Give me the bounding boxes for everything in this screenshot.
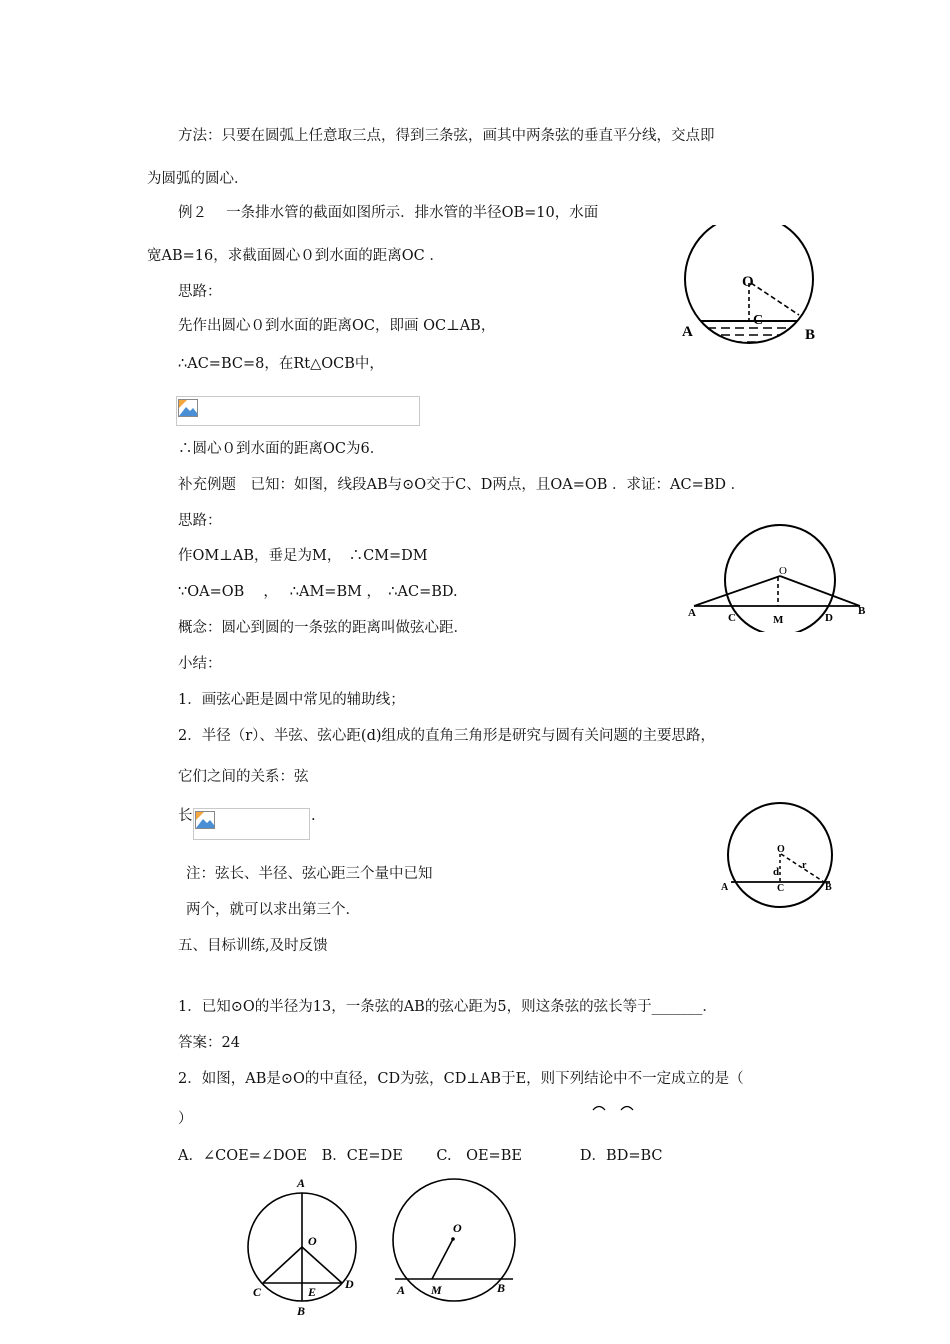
exercise-1-answer: 答案：24 (178, 1035, 240, 1051)
concept-text: 概念：圆心到圆的一条弦的距离叫做弦心距． (178, 620, 468, 636)
label-b: B (297, 1304, 306, 1318)
summary-label: 小结： (178, 656, 222, 672)
chord-length-prefix: 长 (178, 808, 193, 824)
proof-step-2: ∵OA=OB ， ∴AM=BM ， ∴AC=BD. (178, 584, 458, 600)
conclusion-text: ∴圆心０到水面的距离OC为6． (178, 441, 385, 457)
arc-mark-icon (590, 1100, 640, 1114)
summary-item-1: 1．画弦心距是圆中常见的辅助线； (178, 692, 405, 708)
label-a: A (688, 607, 696, 619)
label-o: O (779, 565, 787, 577)
label-e: E (308, 1285, 317, 1299)
label-b: B (825, 882, 832, 893)
example2-text-cont: 宽AB=16，求截面圆心０到水面的距离OC ． (147, 248, 444, 264)
chord-segment-figure (684, 520, 869, 632)
chord-om-figure (386, 1172, 526, 1302)
method-text: 方法：只要在圆弧上任意取三点，得到三条弦，画其中两条弦的垂直平分线，交点即 (178, 128, 715, 144)
label-c: C (253, 1285, 262, 1299)
label-c: C (728, 612, 736, 624)
summary-item-2: 2．半径（r）、半弦、弦心距(d)组成的直角三角形是研究与圆有关问题的主要思路， (178, 728, 715, 744)
label-d: d (773, 866, 780, 878)
label-r: r (802, 860, 807, 871)
broken-image-icon (178, 399, 198, 417)
label-c: C (753, 313, 764, 328)
segment-ob (751, 283, 799, 315)
label-m: M (431, 1283, 442, 1297)
chord-distance-figure (716, 798, 841, 908)
idea-step-1: 先作出圆心０到水面的距离OC，即画 OC⊥AB， (178, 318, 496, 334)
label-c: C (777, 883, 785, 894)
label-o: O (453, 1221, 462, 1235)
method-text-cont: 为圆弧的圆心． (147, 171, 249, 187)
segment-oc (263, 1247, 302, 1283)
exercise-2-cont: ） (178, 1111, 193, 1127)
chord-formula-image-placeholder (193, 808, 310, 840)
label-o: O (777, 844, 785, 855)
note-text: 注：弦长、半径、弦心距三个量中已知 (186, 866, 433, 882)
label-b: B (805, 327, 816, 343)
exercise-2: 2．如图，AB是⊙O的中直径，CD为弦，CD⊥AB于E，则下列结论中不一定成立的是（ (178, 1071, 744, 1087)
section-five-heading: 五、目标训练,及时反馈 (178, 938, 328, 954)
example2-text: 例２ 一条排水管的截面如图所示．排水管的半径OB=10，水面 (178, 205, 599, 221)
label-a: A (721, 882, 729, 893)
segment-oa (694, 576, 780, 606)
segment-ob (780, 576, 860, 606)
label-o: O (742, 274, 754, 290)
formula-image-placeholder (176, 396, 420, 426)
exercise-1: 1．已知⊙O的半径为13，一条弦的AB的弦心距为5，则这条弦的弦长等于_______． (178, 999, 717, 1015)
pipe-cross-section-figure (675, 225, 835, 360)
summary-item-2-cont: 它们之间的关系：弦 (178, 769, 309, 785)
label-o: O (308, 1234, 317, 1248)
idea-step-2: ∴AC=BC=8，在Rt△OCB中， (178, 356, 384, 372)
label-b: B (497, 1281, 506, 1295)
center-point (451, 1237, 455, 1241)
diameter-chord-figure (244, 1172, 369, 1318)
segment-om (432, 1239, 453, 1279)
broken-image-icon (195, 811, 215, 829)
label-a: A (297, 1176, 306, 1190)
label-d: D (825, 612, 833, 624)
chord-length-suffix: . (311, 808, 316, 824)
supplement-example: 补充例题 已知：如图，线段AB与⊙O交于C、D两点，且OA=OB ．求证：AC=BD ． (178, 477, 746, 493)
exercise-2-options: A．∠COE=∠DOE B．CE=DE C. OE=BE D．BD=BC (178, 1148, 663, 1164)
idea-label: 思路： (178, 284, 222, 300)
label-b: B (858, 605, 866, 617)
label-m: M (773, 614, 784, 626)
segment-od (302, 1247, 342, 1283)
label-d: D (345, 1277, 354, 1291)
idea-label-2: 思路： (178, 513, 222, 529)
note-text-cont: 两个，就可以求出第三个． (186, 902, 360, 918)
label-a: A (682, 324, 693, 340)
label-a: A (397, 1283, 406, 1297)
proof-step-1: 作OM⊥AB，垂足为M， ∴CM=DM (178, 548, 428, 564)
